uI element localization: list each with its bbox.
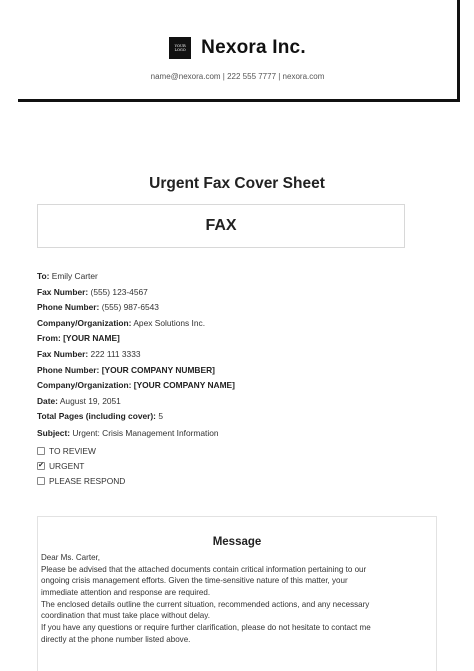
field-value: [YOUR NAME] [63,333,120,344]
checkbox-label: URGENT [49,460,85,471]
checkbox-unchecked-icon[interactable] [37,447,45,455]
message-line: Dear Ms. Carter, [41,553,101,562]
field-label: Company/Organization: [37,380,132,391]
field-label: To: [37,271,50,281]
message-line: Please be advised that the attached documents contain critical information pertaining to our [41,564,367,574]
checkbox-label: TO REVIEW [49,445,96,456]
fax-details [37,269,437,425]
company-name: Nexora Inc. [201,37,306,58]
company-logo [169,37,191,59]
message-line: immediate attention and response are required. [41,587,211,597]
fax-banner [37,204,405,248]
field-label: Total Pages (including cover): [37,411,156,422]
field-label: Phone Number: [37,302,100,313]
field-value: August 19, 2051 [59,395,121,406]
subject-value: Urgent: Crisis Management Information [72,428,219,438]
message-title: Message [212,536,262,548]
field-from-company [37,378,437,394]
message-line: directly at the phone number listed above. [41,634,191,644]
field-date [37,394,437,410]
field-to-fax [37,285,437,301]
checkbox-to-review[interactable] [37,443,125,458]
field-label: Company/Organization: [37,317,132,328]
message-body [41,552,433,645]
field-total-pages [37,409,437,425]
priority-checklist [37,443,125,489]
field-to-company [37,316,437,332]
page-title: Urgent Fax Cover Sheet [149,175,325,192]
letterhead [18,0,460,102]
message-line: The enclosed details outline the current situation, recommended actions, and any necessary [41,599,370,609]
field-from [37,331,437,347]
field-label: Fax Number: [37,348,89,359]
field-value: 5 [158,411,163,422]
field-label: From: [37,333,61,344]
contact-info: name@nexora.com | 222 555 7777 | nexora.com [150,72,325,81]
field-value: 222 111 3333 [90,348,141,359]
field-value: (555) 987-6543 [101,302,159,313]
fax-label: FAX [205,217,237,234]
checkbox-urgent[interactable] [37,458,125,473]
checkbox-label: PLEASE RESPOND [49,476,126,487]
field-label: Date: [37,395,58,406]
field-value: [YOUR COMPANY NAME] [133,380,235,391]
brand [18,37,457,59]
field-to-phone [37,300,437,316]
field-label: Fax Number: [37,286,89,297]
message-line: ongoing crisis management efforts. Given the time-sensitive nature of this matter, your [41,576,348,586]
field-from-phone [37,363,437,379]
checkbox-checked-icon[interactable]: ✔ [38,462,44,470]
logo-text-line1: YOUR [174,44,186,48]
field-from-fax [37,347,437,363]
field-label: Phone Number: [37,364,100,375]
logo-text-line2: LOGO [174,48,186,52]
message-line: coordination that must take place without delay. [41,611,210,621]
message-line: If you have any questions or require further clarification, please do not hesitate to contact me [41,622,371,632]
subject-line [37,427,219,439]
checkbox-unchecked-icon[interactable] [37,477,45,485]
field-value: [YOUR COMPANY NUMBER] [101,364,215,375]
field-value: Apex Solutions Inc. [133,317,206,328]
field-value: Emily Carter [51,271,98,281]
field-to [37,269,437,285]
subject-label: Subject: [37,428,71,438]
field-value: (555) 123-4567 [90,286,148,297]
checkbox-please-respond[interactable] [37,474,125,489]
